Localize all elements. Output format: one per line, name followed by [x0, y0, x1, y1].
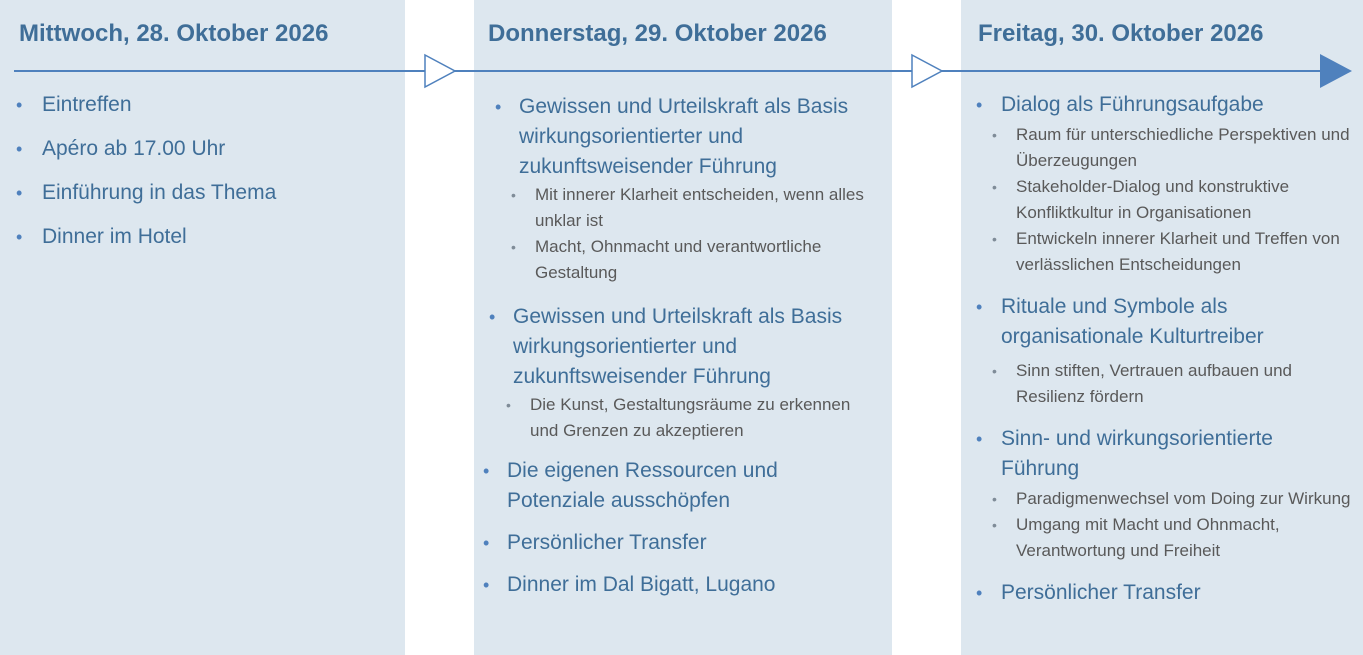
agenda-item-text: Eintreffen — [42, 93, 132, 116]
sub-item-text: Macht, Ohnmacht und verantwortliche Gestaltung — [535, 237, 822, 282]
bullet-icon: • — [506, 397, 511, 413]
bullet-icon: • — [976, 95, 983, 115]
agenda-item-text: Dialog als Führungsaufgabe — [1001, 93, 1264, 116]
bullet-icon: • — [992, 517, 997, 533]
bullet-icon: • — [16, 227, 23, 247]
day-title: Donnerstag, 29. Oktober 2026 — [488, 20, 827, 47]
bullet-icon: • — [992, 491, 997, 507]
arrow-head-icon — [1320, 54, 1352, 88]
sub-item-text: Paradigmenwechsel vom Doing zur Wirkung — [1016, 489, 1351, 508]
bullet-icon: • — [495, 97, 502, 117]
sub-item-text: Mit innerer Klarheit entscheiden, wenn alles unklar ist — [535, 185, 864, 230]
agenda-item-text: Einführung in das Thema — [42, 181, 277, 204]
bullet-icon: • — [976, 297, 983, 317]
bullet-icon: • — [976, 429, 983, 449]
agenda-item-text: Dinner im Hotel — [42, 225, 187, 248]
agenda-item-text: Persönlicher Transfer — [1001, 581, 1201, 604]
bullet-icon: • — [483, 575, 490, 595]
sub-item-text: Raum für unterschiedliche Perspektiven und Überzeugungen — [1016, 125, 1350, 170]
agenda-item-text: Gewissen und Urteilskraft als Basis wirkungsorientierter und zukunftsweisender Führung — [519, 95, 849, 178]
bullet-icon: • — [16, 183, 23, 203]
day-title: Mittwoch, 28. Oktober 2026 — [19, 20, 329, 47]
day-title: Freitag, 30. Oktober 2026 — [978, 20, 1264, 47]
agenda-item-text: Die eigenen Ressourcen und Potenziale ausschöpfen — [507, 459, 778, 512]
agenda-item-text: Gewissen und Urteilskraft als Basis wirkungsorientierter und zukunftsweisender Führung — [513, 305, 843, 388]
bullet-icon: • — [992, 363, 997, 379]
bullet-icon: • — [992, 127, 997, 143]
bullet-icon: • — [992, 179, 997, 195]
bullet-icon: • — [992, 231, 997, 247]
agenda-item-text: Persönlicher Transfer — [507, 531, 707, 554]
sub-item-text: Entwickeln innerer Klarheit und Treffen von verlässlichen Entscheidungen — [1016, 229, 1340, 274]
agenda-item-text: Dinner im Dal Bigatt, Lugano — [507, 573, 776, 596]
bullet-icon: • — [511, 239, 516, 255]
bullet-icon: • — [483, 533, 490, 553]
bullet-icon: • — [511, 187, 516, 203]
sub-item-text: Umgang mit Macht und Ohnmacht, Verantwortung und Freiheit — [1016, 515, 1280, 560]
bullet-icon: • — [489, 307, 496, 327]
bullet-icon: • — [16, 95, 23, 115]
agenda-item-text: Rituale und Symbole als organisationale Kulturtreiber — [1001, 295, 1264, 348]
bullet-icon: • — [16, 139, 23, 159]
sub-item-text: Die Kunst, Gestaltungsräume zu erkennen und Grenzen zu akzeptieren — [530, 395, 851, 440]
sub-item-text: Sinn stiften, Vertrauen aufbauen und Resilienz fördern — [1016, 361, 1292, 406]
bullet-icon: • — [976, 583, 983, 603]
chevron-right-icon — [912, 55, 942, 87]
agenda-item-text: Apéro ab 17.00 Uhr — [42, 137, 226, 160]
bullet-icon: • — [483, 461, 490, 481]
chevron-right-icon — [425, 55, 455, 87]
sub-item-text: Stakeholder-Dialog und konstruktive Konfliktkultur in Organisationen — [1016, 177, 1290, 222]
agenda-item-text: Sinn- und wirkungsorientierte Führung — [1001, 427, 1273, 480]
